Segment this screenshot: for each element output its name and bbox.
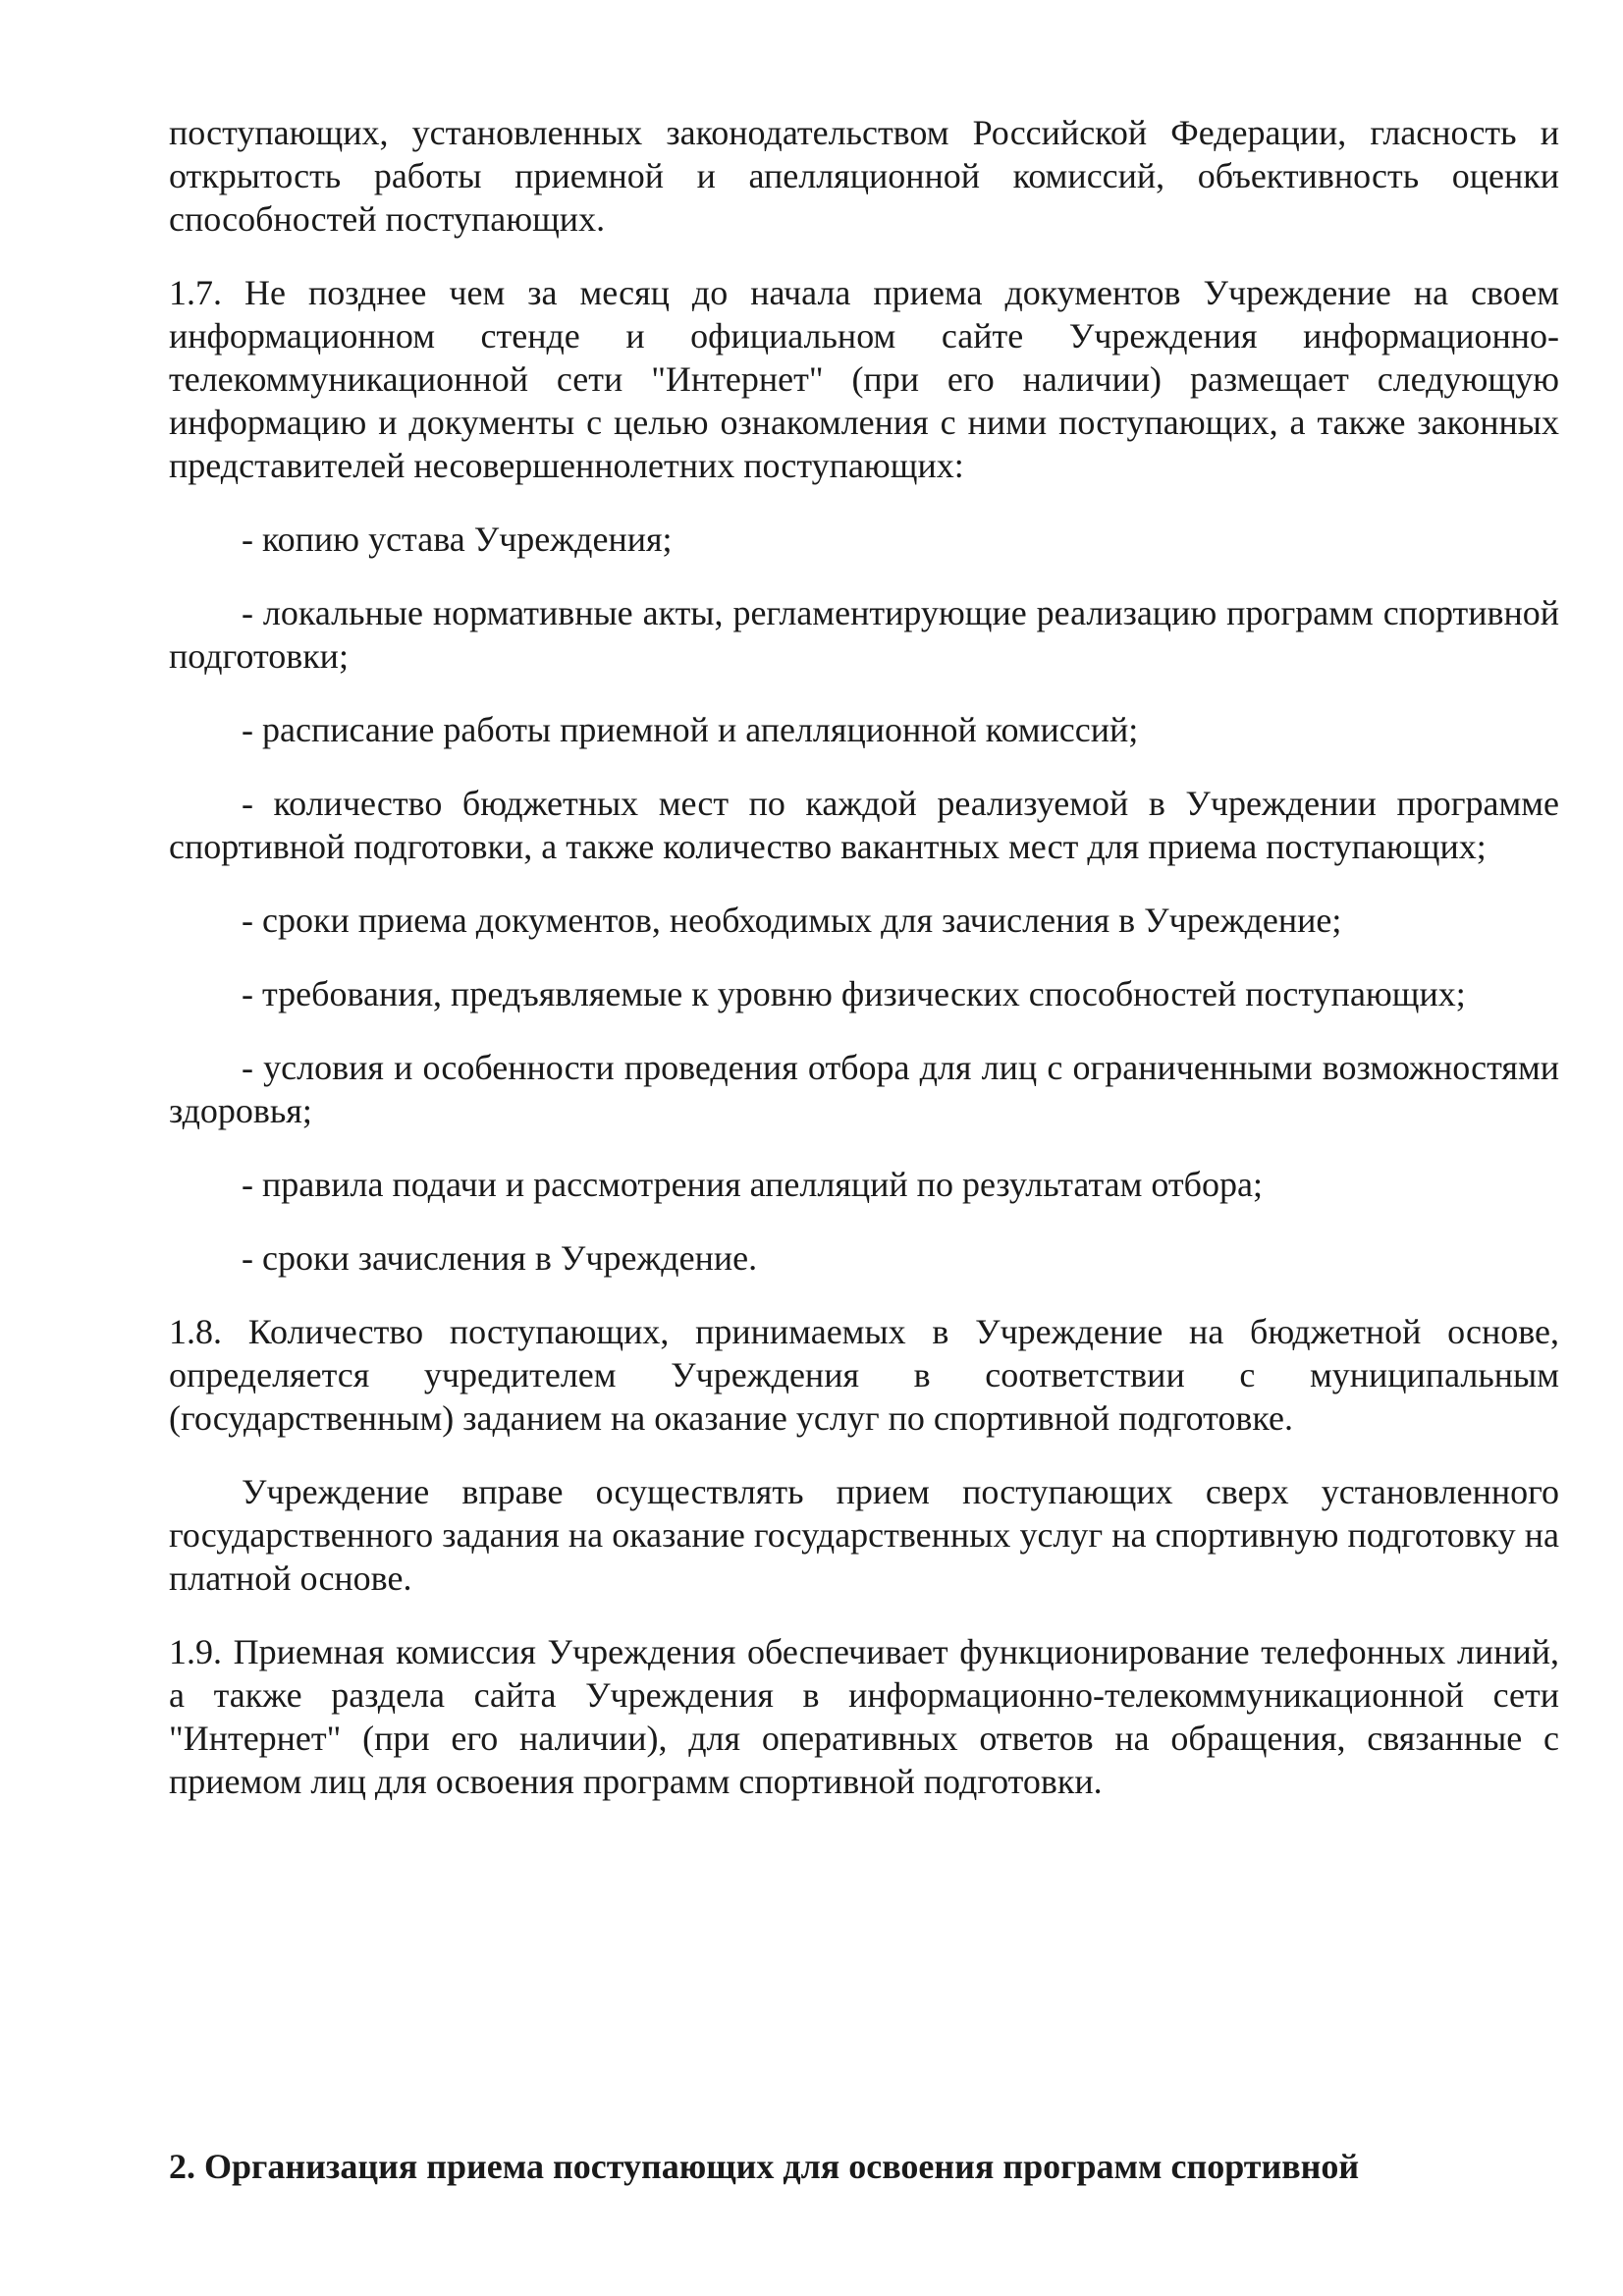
list-item-local-acts: - локальные нормативные акты, регламентирующие реализацию программ спортивной подготовки; (169, 593, 1559, 676)
list-item-enrollment-deadlines: - сроки зачисления в Учреждение. (242, 1238, 758, 1278)
list-item-document-deadlines: - сроки приема документов, необходимых для зачисления в Учреждение; (242, 901, 1342, 940)
paragraph-paid-admission: Учреждение вправе осуществлять прием поступающих сверх установленного государственного задания на оказание государственных услуг на спортивную подготовку на платной основе. (169, 1472, 1559, 1598)
section-heading: 2. Организация приема поступающих для освоения программ спортивной (169, 2147, 1360, 2186)
paragraph-1-7: 1.7. Не позднее чем за месяц до начала приема документов Учреждение на своем информационном стенде и официальном сайте Учреждения информационно-телекоммуникационной сети "Интернет" (при его наличии) размещает следующую информацию и документы с целью ознакомления с ними поступающих, а также законных представителей несовершеннолетних поступающих: (169, 273, 1559, 485)
list-item-appeal-rules: - правила подачи и рассмотрения апелляций по результатам отбора; (242, 1165, 1263, 1204)
list-item-disability-conditions: - условия и особенности проведения отбора для лиц с ограниченными возможностями здоровья; (169, 1048, 1559, 1130)
paragraph-continuation: поступающих, установленных законодательством Российской Федерации, гласность и открытость работы приемной и апелляционной комиссий, объективность оценки способностей поступающих. (169, 113, 1559, 239)
list-item-physical-requirements: - требования, предъявляемые к уровню физических способностей поступающих; (242, 974, 1466, 1013)
list-item-budget-places: - количество бюджетных мест по каждой реализуемой в Учреждении программе спортивной подготовки, а также количество вакантных мест для приема поступающих; (169, 784, 1559, 866)
paragraph-1-9: 1.9. Приемная комиссия Учреждения обеспечивает функционирование телефонных линий, а также раздела сайта Учреждения в информационно-телекоммуникационной сети "Интернет" (при его наличии), для оперативных ответов на обращения, связанные с приемом лиц для освоения программ спортивной подготовки. (169, 1632, 1559, 1801)
list-item-commission-schedule: - расписание работы приемной и апелляционной комиссий; (242, 710, 1139, 749)
paragraph-1-8: 1.8. Количество поступающих, принимаемых в Учреждение на бюджетной основе, определяется учредителем Учреждения в соответствии с муниципальным (государственным) заданием на оказание услуг по спортивной подготовке. (169, 1312, 1559, 1438)
list-item-charter: - копию устава Учреждения; (242, 519, 673, 559)
document-body (169, 111, 1559, 1803)
